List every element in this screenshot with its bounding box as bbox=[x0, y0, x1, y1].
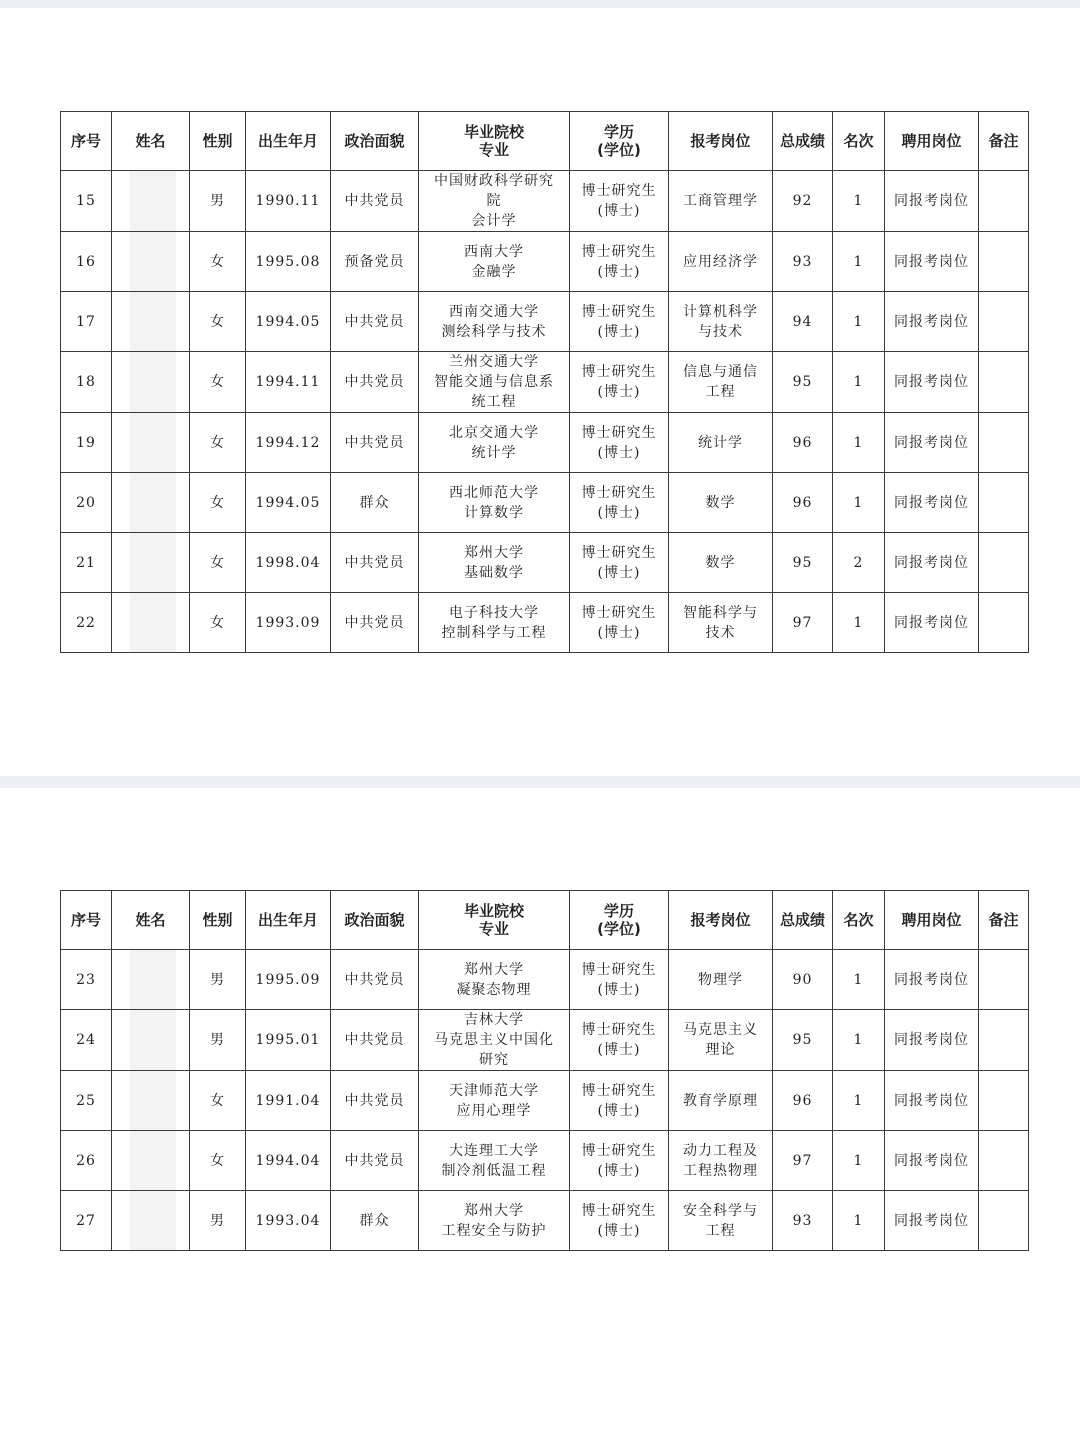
cell-degree-text: 博士研究生 (博士) bbox=[581, 1022, 657, 1058]
cell-birth: 1993.04 bbox=[246, 1191, 331, 1251]
cell-birth: 1995.08 bbox=[246, 232, 331, 292]
cell-position bbox=[669, 1191, 773, 1251]
header-political: 政治面貌 bbox=[331, 112, 419, 171]
cell-birth: 1995.09 bbox=[246, 950, 331, 1010]
cell-gender: 女 bbox=[190, 1071, 246, 1131]
header-degree: 学历 (学位) bbox=[570, 112, 669, 171]
cell-political: 中共党员 bbox=[331, 171, 419, 232]
cell-school bbox=[419, 292, 570, 352]
cell-birth: 1994.11 bbox=[246, 352, 331, 413]
cell-gender: 男 bbox=[190, 1191, 246, 1251]
cell-political: 中共党员 bbox=[331, 593, 419, 653]
cell-position-text: 数学 bbox=[705, 554, 736, 571]
header-gender: 性别 bbox=[190, 891, 246, 950]
redaction-block bbox=[130, 1010, 176, 1070]
cell-position-text: 动力工程及 工程热物理 bbox=[683, 1142, 758, 1179]
cell-rank: 1 bbox=[833, 1071, 885, 1131]
header-name: 姓名 bbox=[112, 891, 190, 950]
cell-school bbox=[419, 473, 570, 533]
cell-degree-text: 博士研究生 (博士) bbox=[581, 1142, 657, 1179]
cell-rank: 1 bbox=[833, 950, 885, 1010]
cell-school-text: 天津师范大学 应用心理学 bbox=[449, 1082, 539, 1119]
table-row bbox=[61, 1010, 1029, 1071]
cell-note bbox=[979, 352, 1029, 413]
cell-rank: 1 bbox=[833, 1191, 885, 1251]
cell-seq: 18 bbox=[61, 352, 112, 413]
cell-school bbox=[419, 533, 570, 593]
cell-degree-text: 博士研究生 (博士) bbox=[581, 183, 657, 219]
cell-position-text: 工商管理学 bbox=[683, 193, 758, 209]
cell-score: 95 bbox=[773, 352, 833, 413]
cell-score: 92 bbox=[773, 171, 833, 232]
cell-school bbox=[419, 1010, 570, 1071]
cell-score: 94 bbox=[773, 292, 833, 352]
header-note: 备注 bbox=[979, 891, 1029, 950]
cell-position bbox=[669, 950, 773, 1010]
redaction-block bbox=[130, 292, 176, 351]
cell-degree-text: 博士研究生 (博士) bbox=[581, 544, 657, 581]
header-rank: 名次 bbox=[833, 891, 885, 950]
cell-birth: 1994.05 bbox=[246, 473, 331, 533]
cell-hire: 同报考岗位 bbox=[885, 1071, 979, 1131]
cell-birth: 1994.05 bbox=[246, 292, 331, 352]
cell-rank: 1 bbox=[833, 1131, 885, 1191]
cell-name-redacted bbox=[112, 292, 190, 352]
cell-score: 97 bbox=[773, 593, 833, 653]
cell-school bbox=[419, 352, 570, 413]
cell-rank: 1 bbox=[833, 473, 885, 533]
cell-school-text: 西南大学 金融学 bbox=[464, 243, 524, 280]
cell-degree-text: 博士研究生 (博士) bbox=[581, 1202, 657, 1239]
cell-seq: 15 bbox=[61, 171, 112, 232]
cell-degree bbox=[570, 1191, 669, 1251]
table-row bbox=[61, 292, 1029, 352]
redaction-block bbox=[130, 352, 176, 412]
table-row bbox=[61, 533, 1029, 593]
cell-name-redacted bbox=[112, 1071, 190, 1131]
cell-birth: 1994.12 bbox=[246, 413, 331, 473]
cell-gender: 女 bbox=[190, 1131, 246, 1191]
header-birth: 出生年月 bbox=[246, 112, 331, 171]
cell-political: 中共党员 bbox=[331, 950, 419, 1010]
cell-rank: 1 bbox=[833, 1010, 885, 1071]
cell-seq: 25 bbox=[61, 1071, 112, 1131]
header-degree: 学历 (学位) bbox=[570, 891, 669, 950]
table-row bbox=[61, 950, 1029, 1010]
cell-school-text: 西南交通大学 测绘科学与技术 bbox=[441, 303, 547, 340]
cell-note bbox=[979, 1071, 1029, 1131]
cell-political: 群众 bbox=[331, 1191, 419, 1251]
cell-birth: 1990.11 bbox=[246, 171, 331, 232]
cell-seq: 20 bbox=[61, 473, 112, 533]
header-seq: 序号 bbox=[61, 891, 112, 950]
cell-gender: 女 bbox=[190, 352, 246, 413]
cell-name-redacted bbox=[112, 533, 190, 593]
cell-degree-text: 博士研究生 (博士) bbox=[581, 364, 657, 400]
cell-degree bbox=[570, 352, 669, 413]
cell-position bbox=[669, 473, 773, 533]
header-gender: 性别 bbox=[190, 112, 246, 171]
cell-score: 95 bbox=[773, 1010, 833, 1071]
cell-gender: 男 bbox=[190, 171, 246, 232]
cell-rank: 1 bbox=[833, 171, 885, 232]
cell-rank: 1 bbox=[833, 352, 885, 413]
cell-name-redacted bbox=[112, 232, 190, 292]
redaction-block bbox=[130, 413, 176, 472]
cell-political: 中共党员 bbox=[331, 1131, 419, 1191]
cell-school bbox=[419, 1191, 570, 1251]
cell-position-text: 智能科学与 技术 bbox=[683, 604, 758, 641]
cell-position bbox=[669, 171, 773, 232]
cell-position-text: 统计学 bbox=[698, 434, 743, 451]
cell-hire: 同报考岗位 bbox=[885, 950, 979, 1010]
table-row bbox=[61, 1131, 1029, 1191]
cell-position bbox=[669, 413, 773, 473]
cell-name-redacted bbox=[112, 593, 190, 653]
cell-score: 96 bbox=[773, 413, 833, 473]
cell-degree-text: 博士研究生 (博士) bbox=[581, 604, 657, 641]
cell-school-text: 郑州大学 凝聚态物理 bbox=[456, 961, 532, 998]
redaction-block bbox=[130, 950, 176, 1009]
cell-note bbox=[979, 533, 1029, 593]
cell-birth: 1994.04 bbox=[246, 1131, 331, 1191]
cell-seq: 21 bbox=[61, 533, 112, 593]
table-row bbox=[61, 171, 1029, 232]
header-school: 毕业院校 专业 bbox=[419, 112, 570, 171]
cell-position-text: 信息与通信 工程 bbox=[683, 364, 758, 400]
header-seq: 序号 bbox=[61, 112, 112, 171]
cell-name-redacted bbox=[112, 1131, 190, 1191]
cell-hire: 同报考岗位 bbox=[885, 1191, 979, 1251]
redaction-block bbox=[130, 473, 176, 532]
header-score: 总成绩 bbox=[773, 112, 833, 171]
cell-rank: 2 bbox=[833, 533, 885, 593]
cell-name-redacted bbox=[112, 950, 190, 1010]
table-header-row bbox=[61, 891, 1029, 950]
redaction-block bbox=[130, 171, 176, 231]
cell-birth: 1993.09 bbox=[246, 593, 331, 653]
cell-degree bbox=[570, 232, 669, 292]
cell-degree-text: 博士研究生 (博士) bbox=[581, 424, 657, 461]
cell-degree bbox=[570, 292, 669, 352]
cell-position bbox=[669, 1131, 773, 1191]
header-political: 政治面貌 bbox=[331, 891, 419, 950]
header-position: 报考岗位 bbox=[669, 891, 773, 950]
cell-name-redacted bbox=[112, 413, 190, 473]
redaction-block bbox=[130, 1131, 176, 1190]
cell-score: 97 bbox=[773, 1131, 833, 1191]
cell-note bbox=[979, 1131, 1029, 1191]
cell-degree bbox=[570, 1071, 669, 1131]
cell-position-text: 马克思主义 理论 bbox=[683, 1022, 758, 1058]
header-name: 姓名 bbox=[112, 112, 190, 171]
header-rank: 名次 bbox=[833, 112, 885, 171]
cell-score: 93 bbox=[773, 1191, 833, 1251]
cell-name-redacted bbox=[112, 473, 190, 533]
cell-school bbox=[419, 232, 570, 292]
cell-seq: 23 bbox=[61, 950, 112, 1010]
cell-degree bbox=[570, 413, 669, 473]
cell-position-text: 安全科学与 工程 bbox=[683, 1202, 758, 1239]
redaction-block bbox=[130, 533, 176, 592]
cell-gender: 女 bbox=[190, 533, 246, 593]
cell-seq: 26 bbox=[61, 1131, 112, 1191]
cell-school bbox=[419, 1131, 570, 1191]
cell-position bbox=[669, 352, 773, 413]
cell-score: 93 bbox=[773, 232, 833, 292]
cell-school-text: 兰州交通大学 智能交通与信息系 统工程 bbox=[434, 354, 554, 410]
cell-gender: 女 bbox=[190, 232, 246, 292]
cell-gender: 男 bbox=[190, 950, 246, 1010]
page-gap-middle bbox=[0, 776, 1080, 788]
cell-degree-text: 博士研究生 (博士) bbox=[581, 1082, 657, 1119]
cell-score: 96 bbox=[773, 1071, 833, 1131]
cell-degree bbox=[570, 593, 669, 653]
cell-hire: 同报考岗位 bbox=[885, 1131, 979, 1191]
cell-school bbox=[419, 1071, 570, 1131]
cell-degree-text: 博士研究生 (博士) bbox=[581, 961, 657, 998]
cell-degree bbox=[570, 950, 669, 1010]
results-table-2 bbox=[60, 890, 1029, 1251]
table-row bbox=[61, 1191, 1029, 1251]
cell-degree-text: 博士研究生 (博士) bbox=[581, 243, 657, 280]
cell-note bbox=[979, 413, 1029, 473]
cell-name-redacted bbox=[112, 1010, 190, 1071]
cell-seq: 22 bbox=[61, 593, 112, 653]
cell-gender: 女 bbox=[190, 473, 246, 533]
cell-rank: 1 bbox=[833, 593, 885, 653]
table-row bbox=[61, 593, 1029, 653]
cell-seq: 27 bbox=[61, 1191, 112, 1251]
cell-note bbox=[979, 593, 1029, 653]
cell-degree bbox=[570, 1131, 669, 1191]
redaction-block bbox=[130, 593, 176, 652]
cell-school-text: 中国财政科学研究 院 会计学 bbox=[434, 173, 554, 229]
cell-school-text: 郑州大学 工程安全与防护 bbox=[441, 1202, 547, 1239]
cell-seq: 24 bbox=[61, 1010, 112, 1071]
cell-note bbox=[979, 1010, 1029, 1071]
cell-political: 中共党员 bbox=[331, 352, 419, 413]
cell-school bbox=[419, 593, 570, 653]
cell-note bbox=[979, 171, 1029, 232]
cell-political: 中共党员 bbox=[331, 413, 419, 473]
cell-score: 90 bbox=[773, 950, 833, 1010]
cell-hire: 同报考岗位 bbox=[885, 473, 979, 533]
cell-gender: 男 bbox=[190, 1010, 246, 1071]
cell-degree bbox=[570, 533, 669, 593]
cell-position bbox=[669, 232, 773, 292]
cell-position bbox=[669, 533, 773, 593]
cell-score: 95 bbox=[773, 533, 833, 593]
header-score: 总成绩 bbox=[773, 891, 833, 950]
header-hire: 聘用岗位 bbox=[885, 112, 979, 171]
cell-school bbox=[419, 413, 570, 473]
cell-position bbox=[669, 593, 773, 653]
header-note: 备注 bbox=[979, 112, 1029, 171]
redaction-block bbox=[130, 1071, 176, 1130]
header-position: 报考岗位 bbox=[669, 112, 773, 171]
cell-name-redacted bbox=[112, 171, 190, 232]
cell-hire: 同报考岗位 bbox=[885, 171, 979, 232]
cell-hire: 同报考岗位 bbox=[885, 593, 979, 653]
cell-degree-text: 博士研究生 (博士) bbox=[581, 484, 657, 521]
table-row bbox=[61, 232, 1029, 292]
cell-note bbox=[979, 950, 1029, 1010]
cell-position-text: 应用经济学 bbox=[683, 253, 758, 270]
cell-rank: 1 bbox=[833, 292, 885, 352]
cell-score: 96 bbox=[773, 473, 833, 533]
cell-school-text: 郑州大学 基础数学 bbox=[464, 544, 524, 581]
cell-hire: 同报考岗位 bbox=[885, 292, 979, 352]
cell-school-text: 吉林大学 马克思主义中国化 研究 bbox=[434, 1012, 554, 1068]
cell-name-redacted bbox=[112, 1191, 190, 1251]
cell-school-text: 大连理工大学 制冷剂低温工程 bbox=[441, 1142, 547, 1179]
cell-school-text: 北京交通大学 统计学 bbox=[449, 424, 539, 461]
cell-degree bbox=[570, 1010, 669, 1071]
cell-birth: 1995.01 bbox=[246, 1010, 331, 1071]
results-table-1 bbox=[60, 111, 1029, 653]
cell-position-text: 数学 bbox=[705, 494, 736, 511]
cell-school bbox=[419, 171, 570, 232]
cell-school-text: 西北师范大学 计算数学 bbox=[449, 484, 539, 521]
cell-hire: 同报考岗位 bbox=[885, 232, 979, 292]
cell-position-text: 计算机科学 与技术 bbox=[683, 303, 758, 340]
cell-hire: 同报考岗位 bbox=[885, 533, 979, 593]
header-birth: 出生年月 bbox=[246, 891, 331, 950]
redaction-block bbox=[130, 232, 176, 291]
table-row bbox=[61, 413, 1029, 473]
cell-seq: 19 bbox=[61, 413, 112, 473]
cell-note bbox=[979, 292, 1029, 352]
cell-political: 中共党员 bbox=[331, 292, 419, 352]
cell-political: 预备党员 bbox=[331, 232, 419, 292]
cell-position bbox=[669, 292, 773, 352]
cell-seq: 17 bbox=[61, 292, 112, 352]
cell-gender: 女 bbox=[190, 593, 246, 653]
cell-degree-text: 博士研究生 (博士) bbox=[581, 303, 657, 340]
cell-hire: 同报考岗位 bbox=[885, 1010, 979, 1071]
cell-political: 中共党员 bbox=[331, 1010, 419, 1071]
cell-degree bbox=[570, 473, 669, 533]
table-row bbox=[61, 352, 1029, 413]
header-school: 毕业院校 专业 bbox=[419, 891, 570, 950]
cell-degree bbox=[570, 171, 669, 232]
cell-hire: 同报考岗位 bbox=[885, 413, 979, 473]
table-header-row bbox=[61, 112, 1029, 171]
redaction-block bbox=[130, 1191, 176, 1250]
cell-note bbox=[979, 1191, 1029, 1251]
header-hire: 聘用岗位 bbox=[885, 891, 979, 950]
table-row bbox=[61, 1071, 1029, 1131]
cell-gender: 女 bbox=[190, 413, 246, 473]
cell-position bbox=[669, 1071, 773, 1131]
cell-name-redacted bbox=[112, 352, 190, 413]
cell-birth: 1998.04 bbox=[246, 533, 331, 593]
cell-rank: 1 bbox=[833, 232, 885, 292]
cell-seq: 16 bbox=[61, 232, 112, 292]
table-row bbox=[61, 473, 1029, 533]
cell-gender: 女 bbox=[190, 292, 246, 352]
cell-position-text: 物理学 bbox=[698, 971, 743, 988]
cell-note bbox=[979, 232, 1029, 292]
cell-position bbox=[669, 1010, 773, 1071]
cell-political: 中共党员 bbox=[331, 1071, 419, 1131]
cell-political: 群众 bbox=[331, 473, 419, 533]
cell-school bbox=[419, 950, 570, 1010]
cell-rank: 1 bbox=[833, 413, 885, 473]
cell-political: 中共党员 bbox=[331, 533, 419, 593]
page-gap-top bbox=[0, 0, 1080, 8]
cell-birth: 1991.04 bbox=[246, 1071, 331, 1131]
cell-note bbox=[979, 473, 1029, 533]
cell-school-text: 电子科技大学 控制科学与工程 bbox=[441, 604, 547, 641]
cell-hire: 同报考岗位 bbox=[885, 352, 979, 413]
cell-position-text: 教育学原理 bbox=[683, 1092, 758, 1109]
